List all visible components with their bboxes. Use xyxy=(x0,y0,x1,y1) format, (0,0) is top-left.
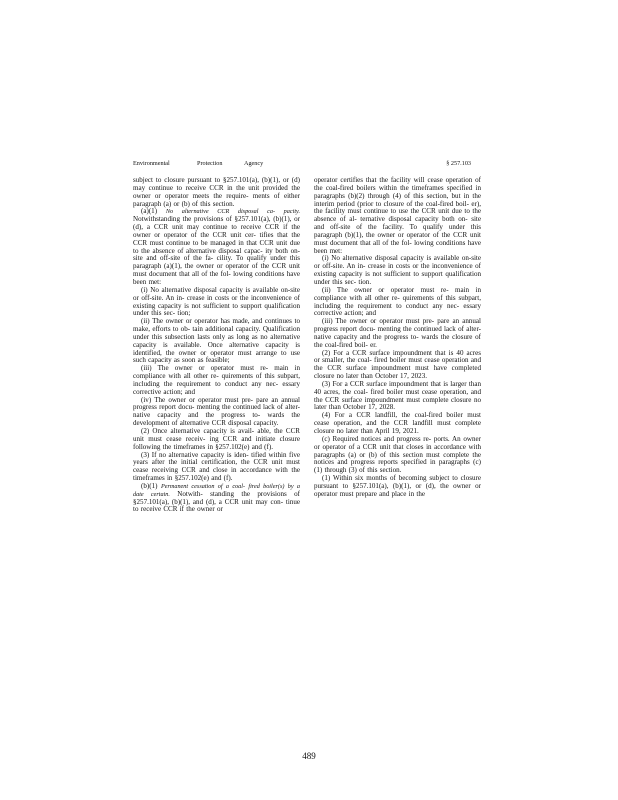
paragraph: operator certifies that the facility will cease operation of the coal-fired boilers within the timeframes specified in paragraphs (b)(2) through (4) of this section, but in the interim period (prior to closure of the coal-fired boil- er), the facility must continue to use the CCR unit due to the absence of al- ternative disposal capacity both on- site and off-site of the facility. To qualify under this paragraph (b)(1), the owner or operator of the CCR unit must document that all of the fol- lowing conditions have been met: xyxy=(314,176,481,255)
paragraph: (iii) The owner or operator must pre- pare an annual progress report docu- menting the continued lack of alter- native capacity and the progress to- wards the closure of the coal-fired boil- er. xyxy=(314,317,481,349)
header-agency-word1: Environmental xyxy=(133,160,170,167)
page-number: 489 xyxy=(302,751,316,761)
paragraph-heading: Permanent cessation of a coal- fired boiler(s) by a date certain. xyxy=(133,482,300,498)
paragraph: (3) For a CCR surface impoundment that is larger than 40 acres, the coal- fired boiler must cease operation, and the CCR surface impoundment must complete closure no later than October 17, 2028. xyxy=(314,379,481,412)
paragraph: (b)(1) Permanent cessation of a coal- fired boiler(s) by a date certain. Notwith- standing the provisions of §257.101(a), (b)(1), and (d), a CCR unit may con- tinue to receive CCR if the owner or xyxy=(133,481,301,514)
paragraph: (2) For a CCR surface impoundment that is 40 acres or smaller, the coal- fired boiler must cease operation and the CCR surface impoundment must have completed closure no later than October 17, 2023. xyxy=(314,348,481,381)
paragraph: (4) For a CCR landfill, the coal-fired boiler must cease operation, and the CCR landfill must complete closure no later than April 19, 2021. xyxy=(314,411,481,435)
paragraph: (ii) The owner or operator must re- main in compliance with all other re- quirements of this subpart, including the requirement to conduct any nec- essary corrective action; and xyxy=(314,285,481,318)
paragraph: (iii) The owner or operator must re- main in compliance with all other re- quirements of this subpart, including the requirement to conduct any nec- essary corrective action; and xyxy=(133,364,300,396)
paragraph: (i) No alternative disposal capacity is available on-site or off-site. An in- crease in costs or the inconvenience of existing capacity is not sufficient to support qualification under this sec- tion; xyxy=(133,285,300,318)
header-agency-word2: Protection xyxy=(197,160,223,167)
paragraph: (c) Required notices and progress re- ports. An owner or operator of a CCR unit that closes in accordance with paragraphs (a) or (b) of this section must complete the notices and progress reports specified in paragraphs (c)(1) through (3) of this section. xyxy=(314,434,481,475)
right-column xyxy=(314,177,481,499)
paragraph: (1) Within six months of becoming subject to closure pursuant to §257.101(a), (b)(1), or (d), the owner or operator must prepare and place in the xyxy=(314,474,481,498)
paragraph: (2) Once alternative capacity is avail- able, the CCR unit must cease receiv- ing CCR and initiate closure following the timeframes in §257.102(e) and (f). xyxy=(133,427,300,451)
left-column xyxy=(133,177,300,514)
running-header xyxy=(133,159,471,169)
paragraph: (3) If no alternative capacity is iden- tified within five years after the initial certification, the CCR unit must cease receiving CCR and close in accordance with the timeframes in §257.102(e) and (f). xyxy=(133,450,300,483)
paragraph: (a)(1) No alternative CCR disposal ca- pacity. Notwithstanding the provisions of §257.101(a), (b)(1), or (d), a CCR unit may continue to receive CCR if the owner or operator of the CCR unit cer- tifies that the CCR must continue to be managed in that CCR unit due to the absence of alternative disposal capac- ity both on-site and off-site of the fa- cility. To qualify under this paragraph (a)(1), the owner or operator of the CCR unit must document that all of the fol- lowing conditions have been met: xyxy=(133,207,300,286)
header-agency-word3: Agency xyxy=(244,160,264,167)
paragraph: subject to closure pursuant to §257.101(a), (b)(1), or (d) may continue to receive CCR in the unit provided the owner or operator meets the require- ments of either paragraph (a) or (b) of this section. xyxy=(133,176,300,208)
paragraph-heading: No alternative CCR disposal ca- pacity. xyxy=(165,208,300,216)
paragraph: (iv) The owner or operator must pre- pare an annual progress report docu- menting the continued lack of alter- native capacity and the progress to- wards the development of alternative CCR disposal capacity. xyxy=(133,395,300,428)
header-section-number: § 257.103 xyxy=(446,160,471,167)
paragraph: (i) No alternative disposal capacity is available on-site or off-site. An in- crease in costs or the inconvenience of existing capacity is not sufficient to support qualification under this sec- tion. xyxy=(314,254,481,286)
paragraph: (ii) The owner or operator has made, and continues to make, efforts to ob- tain additional capacity. Qualification under this subsection lasts only as long as no alternative capacity is available. Once alternative capacity is identified, the owner or operator must arrange to use such capacity as soon as feasible; xyxy=(133,317,300,365)
